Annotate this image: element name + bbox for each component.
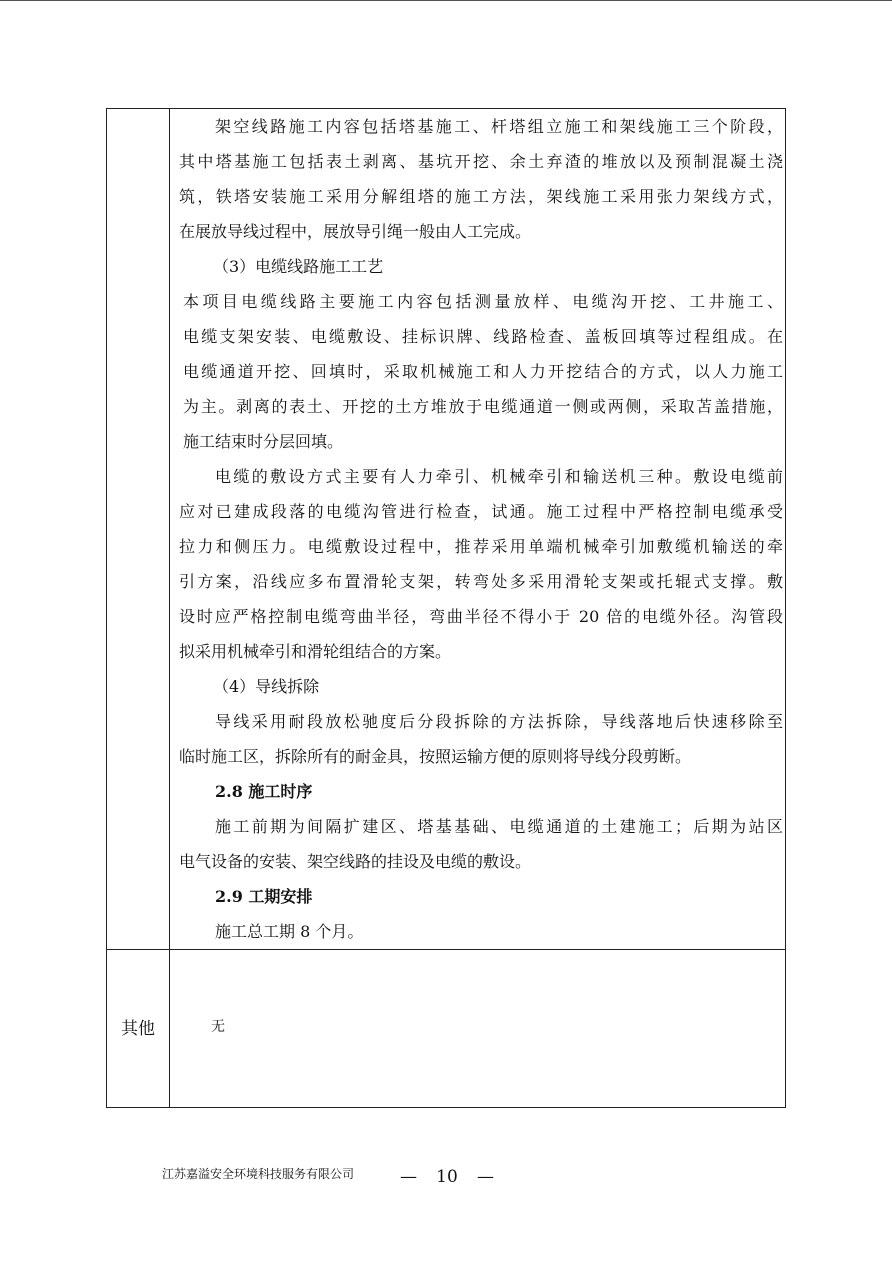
cable-laying-paragraph: 应对已建成段落的电缆沟管进行检查，试通。施工过程中严格控制电缆承受 xyxy=(179,502,783,521)
overhead-line-paragraph: 架空线路施工内容包括塔基施工、杆塔组立施工和架线施工三个阶段， xyxy=(215,117,783,136)
overhead-line-paragraph: 其中塔基施工包括表土剥离、基坑开挖、余土弃渣的堆放以及预制混凝土浇 xyxy=(179,152,783,171)
section-heading-2-8: 2.8 施工时序 xyxy=(215,782,313,801)
cable-laying-paragraph: 拉力和侧压力。电缆敷设过程中，推荐采用单端机械牵引加敷缆机输送的牵 xyxy=(179,537,783,556)
overhead-line-paragraph: 筑，铁塔安装施工采用分解组塔的施工方法，架线施工采用张力架线方式， xyxy=(179,187,783,206)
wire-removal-paragraph: 临时施工区，拆除所有的耐金具，按照运输方便的原则将导线分段剪断。 xyxy=(179,747,692,766)
cable-line-paragraph: 本项目电缆线路主要施工内容包括测量放样、电缆沟开挖、工井施工、 xyxy=(183,292,783,311)
construction-sequence-paragraph: 施工前期为间隔扩建区、塔基基础、电缆通道的土建施工；后期为站区 xyxy=(215,817,783,836)
construction-sequence-paragraph: 电气设备的安装、架空线路的挂设及电缆的敷设。 xyxy=(179,852,532,871)
page-number: 10 xyxy=(436,1167,458,1187)
subheading-cable-process: （3）电缆线路施工工艺 xyxy=(213,257,384,276)
footer-dash-left: — xyxy=(400,1167,417,1187)
subheading-wire-removal: （4）导线拆除 xyxy=(213,677,320,696)
top-page-border xyxy=(0,0,892,1)
cable-laying-paragraph: 电缆的敷设方式主要有人力牵引、机械牵引和输送机三种。敷设电缆前 xyxy=(215,467,783,486)
construction-description xyxy=(179,109,783,949)
cable-laying-paragraph: 拟采用机械牵引和滑轮组结合的方案。 xyxy=(179,642,452,661)
other-row-label: 其他 xyxy=(121,1019,155,1039)
footer-company-name: 江苏嘉溢安全环境科技服务有限公司 xyxy=(162,1167,355,1181)
cable-line-paragraph: 电缆通道开挖、回填时，采取机械施工和人力开挖结合的方式，以人力施工 xyxy=(183,362,783,381)
footer-dash-right: — xyxy=(476,1167,494,1187)
section-heading-2-9: 2.9 工期安排 xyxy=(215,887,313,906)
cable-laying-paragraph: 引方案，沿线应多布置滑轮支架，转弯处多采用滑轮支架或托辊式支撑。敷 xyxy=(179,572,783,591)
footer-page-number xyxy=(400,1166,494,1188)
overhead-line-paragraph: 在展放导线过程中，展放导引绳一般由人工完成。 xyxy=(179,222,532,241)
cable-line-paragraph: 电缆支架安装、电缆敷设、挂标识牌、线路检查、盖板回填等过程组成。在 xyxy=(183,327,783,346)
row-divider xyxy=(107,949,785,950)
other-row-value: 无 xyxy=(211,1019,225,1035)
schedule-paragraph: 施工总工期 8 个月。 xyxy=(215,922,364,941)
cable-line-paragraph: 为主。剥离的表土、开挖的土方堆放于电缆通道一侧或两侧，采取苫盖措施， xyxy=(183,397,783,416)
column-divider xyxy=(169,109,170,1107)
cable-laying-paragraph: 设时应严格控制电缆弯曲半径，弯曲半径不得小于 20 倍的电缆外径。沟管段 xyxy=(179,607,783,626)
cable-line-paragraph: 施工结束时分层回填。 xyxy=(183,432,344,451)
wire-removal-paragraph: 导线采用耐段放松驰度后分段拆除的方法拆除，导线落地后快速移除至 xyxy=(215,712,783,731)
content-table xyxy=(106,108,786,1108)
